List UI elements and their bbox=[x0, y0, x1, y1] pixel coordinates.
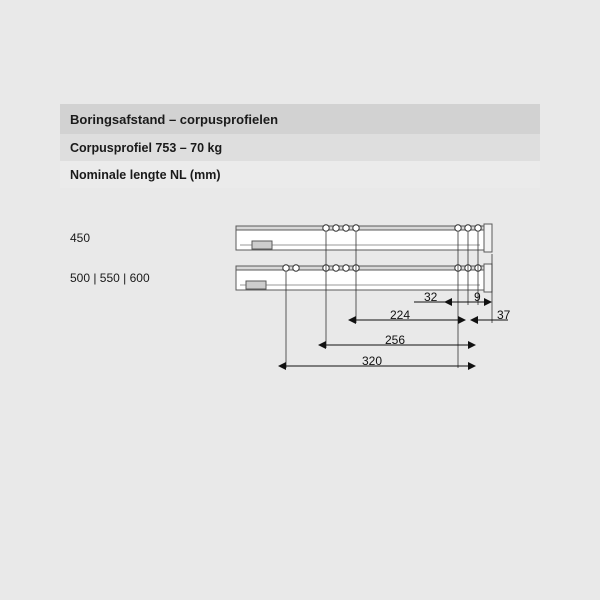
runner-upper-top-rail bbox=[236, 226, 484, 230]
runner-upper-bracket bbox=[252, 241, 272, 249]
hole bbox=[333, 265, 339, 271]
dim-label-320: 320 bbox=[362, 354, 383, 368]
page-note: Nominale lengte NL (mm) bbox=[70, 167, 221, 182]
page-title: Boringsafstand – corpusprofielen bbox=[70, 111, 279, 127]
runner-lower-end-cap bbox=[484, 264, 492, 292]
runner-lower-body bbox=[236, 270, 484, 290]
dim-label-37: 37 bbox=[497, 308, 511, 322]
runner-lower-top-rail bbox=[236, 266, 484, 270]
hole bbox=[343, 225, 349, 231]
hole bbox=[455, 225, 461, 231]
hole bbox=[353, 225, 359, 231]
runner-lower-bracket bbox=[246, 281, 266, 289]
runner-upper-end-cap bbox=[484, 224, 492, 252]
dim-label-32: 32 bbox=[424, 290, 438, 304]
hole bbox=[333, 225, 339, 231]
runner-upper bbox=[236, 224, 492, 252]
row-label-450: 450 bbox=[70, 231, 91, 245]
hole bbox=[475, 225, 481, 231]
hole bbox=[323, 225, 329, 231]
hole bbox=[343, 265, 349, 271]
runner-lower bbox=[236, 264, 492, 292]
dim-label-256: 256 bbox=[385, 333, 406, 347]
dim-label-224: 224 bbox=[390, 308, 411, 322]
hole bbox=[465, 225, 471, 231]
hole bbox=[293, 265, 299, 271]
hole bbox=[283, 265, 289, 271]
extension-lines bbox=[286, 232, 492, 368]
dim-label-9: 9 bbox=[474, 290, 481, 304]
runner-upper-body bbox=[236, 230, 484, 250]
row-label-500: 500 | 550 | 600 bbox=[70, 271, 150, 285]
page-subtitle: Corpusprofiel 753 – 70 kg bbox=[70, 140, 223, 155]
